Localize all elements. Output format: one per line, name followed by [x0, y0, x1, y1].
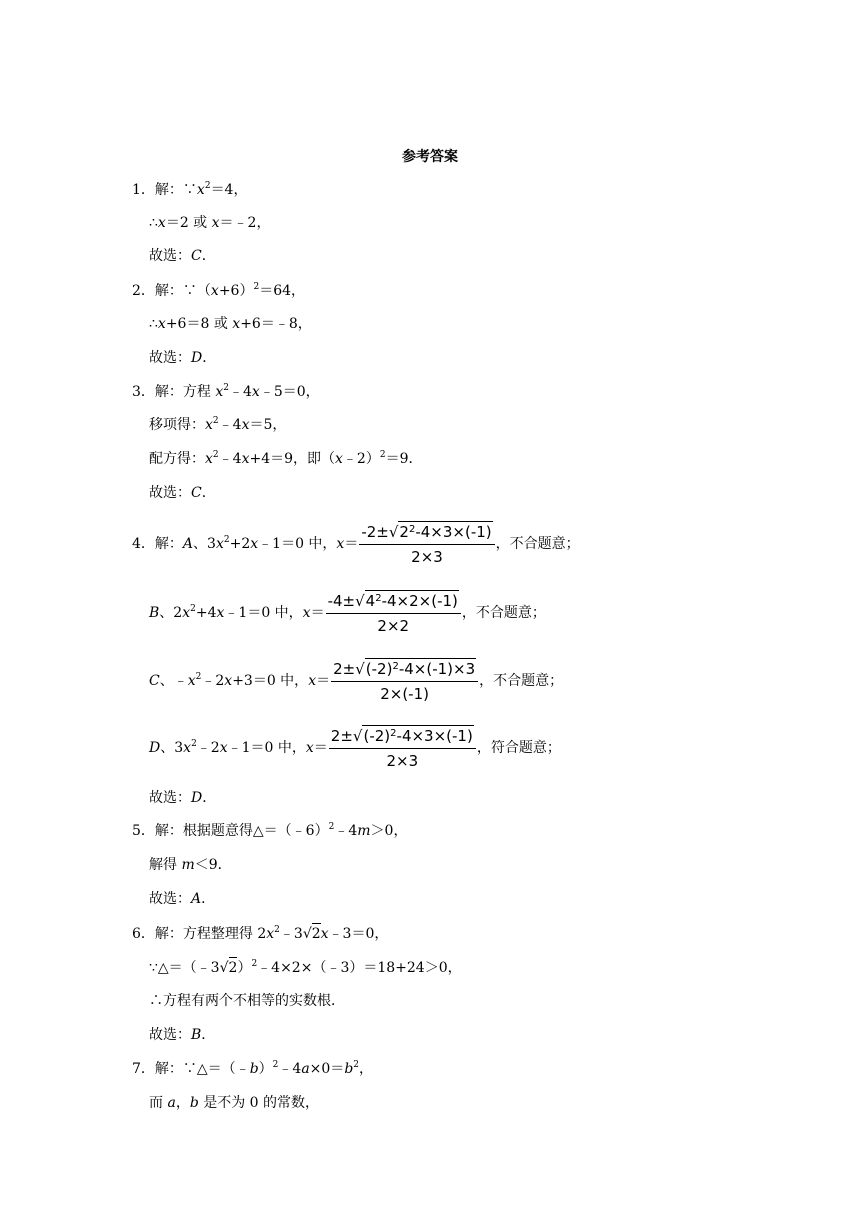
- q4-a-fraction: $\frac{-2\pm√2^2-4\times 3\times(-1)}{2\times 3}$: [359, 521, 494, 567]
- q2-line-1: 2．解：$\because(x+6)^2=64$，: [132, 282, 306, 299]
- q3-line-1: 3．解：方程 $x^2﹣4x﹣5=0$，: [132, 383, 320, 400]
- q3-line-3: 配方得：$x^2﹣4x+4=9$，即（x﹣2）$^2$＝9．: [149, 450, 423, 467]
- q4-d-fraction: $\frac{2\pm√(-2)^2-4\times 3\times(-1)}{2\times 3}$: [329, 725, 476, 771]
- q5-line-3: 故选：A．: [149, 891, 216, 907]
- q7-line-2: 而 a，b 是不为 0 的常数，: [149, 1095, 320, 1111]
- q6-line-4: 故选：B．: [149, 1027, 216, 1043]
- page-title: 参考答案: [402, 149, 458, 165]
- q6-line-2: ∵△＝（﹣3√2）$^2$﹣4×2×（﹣3）＝18+24＞0，: [149, 959, 462, 976]
- q4-line-b: B、$2x^2+4x﹣1=0$ 中，x＝ $\frac{-4\pm√4^2-4\times 2\times(-1)}{2\times 2}$ ，不合题意；: [149, 592, 546, 635]
- q3-line-2: 移项得：$x^2﹣4x=5$，: [149, 416, 287, 433]
- q4-answer: 故选：D．: [149, 790, 217, 806]
- q3-line-4: 故选：C．: [149, 485, 216, 501]
- q7-line-1: 7．解：$\because\triangle=(﹣b)^2﹣4a\times 0=b^2$，: [132, 1060, 374, 1077]
- q1-line-2: ∴x＝2 或 x＝﹣2，: [149, 215, 271, 231]
- q2-line-2: ∴x+6＝8 或 x+6＝﹣8，: [149, 316, 312, 332]
- q6-line-3: ∴方程有两个不相等的实数根．: [149, 993, 345, 1009]
- q4-line-a: 4．解：A、$3x^2+2x﹣1=0$ 中，x＝ $\frac{-2\pm√2^2-4\times 3\times(-1)}{2\times 3}$ ，不合题意；: [132, 523, 580, 566]
- q1-line-1: 1．解：$\because x^2=4$，: [132, 181, 248, 198]
- q1-line-3: 故选：C．: [149, 248, 216, 264]
- q5-line-1: 5．解：根据题意得△＝（﹣6）$^2$﹣4m＞0，: [132, 822, 408, 839]
- q4-line-d: D、$3x^2﹣2x﹣1=0$ 中，x＝ $\frac{2\pm√(-2)^2-4\times 3\times(-1)}{2\times 3}$ ，符合题意；: [149, 727, 561, 770]
- q4-line-c: C、$﹣x^2﹣2x+3=0$ 中，x＝ $\frac{2\pm√(-2)^2-4\times(-1)\times 3}{2\times(-1)}$ ，不合题意；: [149, 660, 564, 703]
- q4-b-fraction: $\frac{-4\pm√4^2-4\times 2\times(-1)}{2\times 2}$: [326, 590, 461, 636]
- q2-line-3: 故选：D．: [149, 350, 217, 366]
- q5-line-2: 解得 m＜9．: [149, 857, 232, 873]
- q6-line-1: 6．解：方程整理得 $2x^2﹣3√2x﹣3=0$，: [132, 925, 389, 942]
- q4-c-fraction: $\frac{2\pm√(-2)^2-4\times(-1)\times 3}{2\times(-1)}$: [331, 658, 478, 704]
